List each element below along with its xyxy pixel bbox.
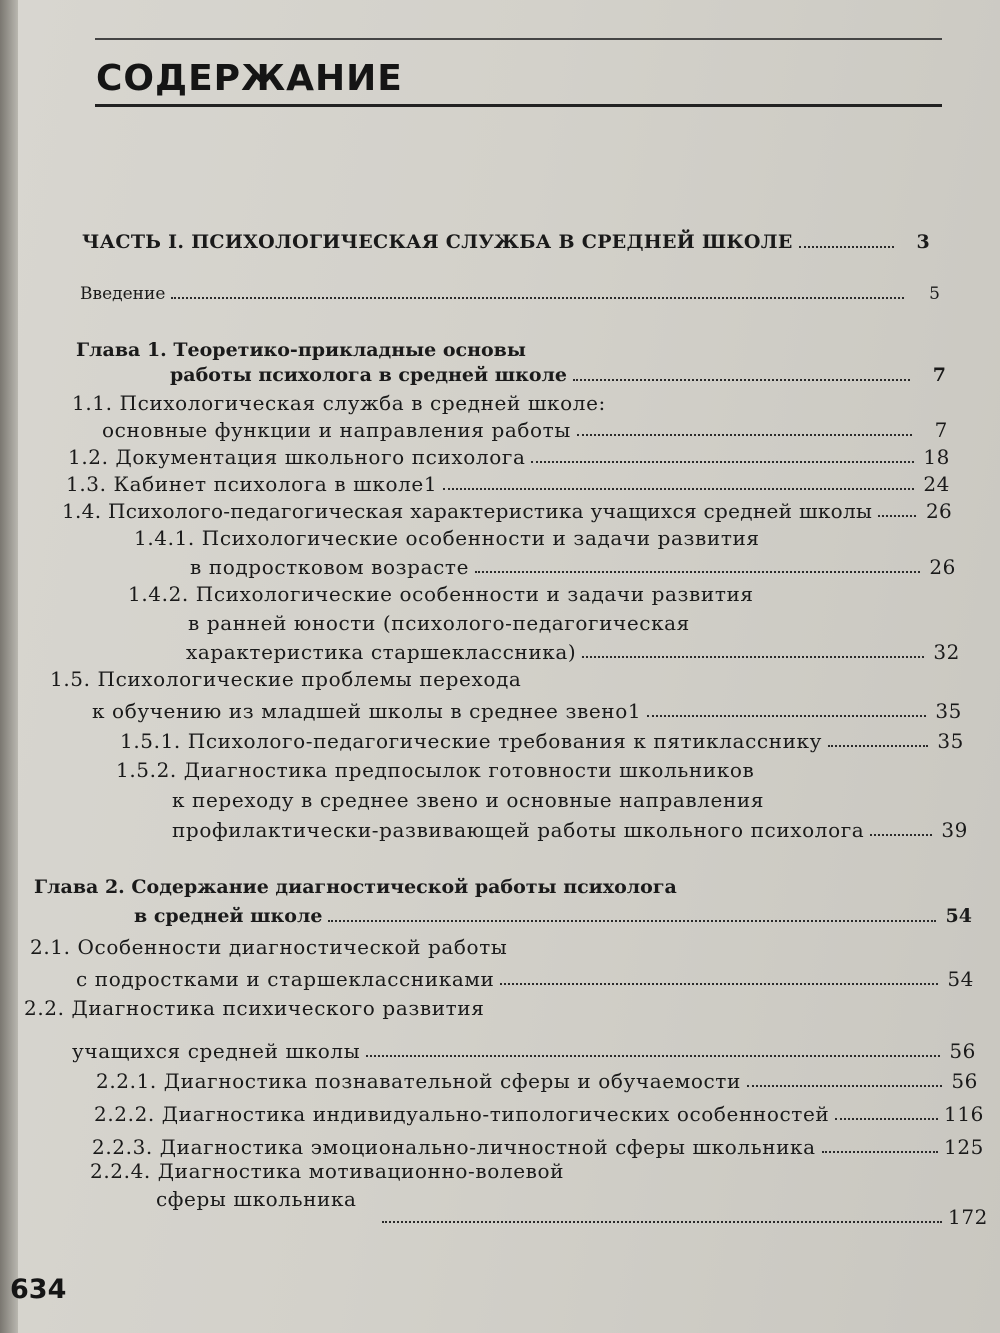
- dot-leader: [500, 983, 938, 985]
- toc-entry-2-2-4-line2: сферы школьника: [156, 1187, 357, 1211]
- toc-entry-1-5-1: [120, 730, 964, 753]
- toc-entry-1-1: [102, 419, 948, 442]
- dot-leader: [870, 834, 932, 836]
- toc-entry-1-5-line1: 1.5. Психологические проблемы перехода: [50, 667, 522, 691]
- toc-entry-2-2-4: [376, 1206, 988, 1229]
- toc-entry-2-2-1: [96, 1070, 978, 1093]
- dot-leader: [328, 920, 936, 922]
- toc-entry-1-5-2: [172, 819, 968, 842]
- toc-entry-1-1-line1: 1.1. Психологическая служба в средней школе:: [72, 391, 606, 415]
- toc-entry-text: 2.2.1. Диагностика познавательной сферы и обучаемости: [96, 1069, 741, 1093]
- dot-leader: [828, 745, 928, 747]
- toc-entry-text: 1.4. Психолого-педагогическая характеристика учащихся средней школы: [62, 499, 873, 523]
- toc-entry-1-4: [62, 500, 952, 523]
- toc-entry-2-2-3: [92, 1136, 984, 1159]
- dot-leader: [573, 379, 910, 381]
- toc-page-number: 7: [932, 364, 946, 386]
- toc-entry-1-2: [68, 446, 950, 469]
- toc-page-number: 125: [944, 1135, 984, 1159]
- toc-entry-1-4-1: [190, 556, 956, 579]
- toc-entry-2-2-4-line1: 2.2.4. Диагностика мотивационно-волевой: [90, 1159, 565, 1183]
- toc-page-number: 24: [923, 472, 950, 496]
- toc-page-number: 32: [933, 640, 960, 664]
- dot-leader: [531, 461, 914, 463]
- toc-entry-2-1-line1: 2.1. Особенности диагностической работы: [30, 935, 508, 959]
- toc-entry-text: основные функции и направления работы: [102, 418, 571, 442]
- toc-page-number: 35: [935, 699, 962, 723]
- dot-leader: [475, 571, 920, 573]
- dot-leader: [171, 297, 904, 299]
- toc-entry-text: в подростковом возрасте: [190, 555, 470, 579]
- toc-page-number: 7: [934, 418, 948, 442]
- toc-entry-1-4-2-line1: 1.4.2. Психологические особенности и задачи развития: [128, 582, 754, 606]
- toc-entry-text: профилактически-развивающей работы школьного психолога: [172, 818, 865, 842]
- toc-entry-text: 1.3. Кабинет психолога в школе1: [66, 472, 438, 496]
- toc-page-number: 35: [937, 729, 964, 753]
- toc-entry-1-4-2: [186, 641, 960, 664]
- dot-leader: [366, 1055, 940, 1057]
- toc-page-number: 39: [941, 818, 968, 842]
- toc-entry-text: к обучению из младшей школы в среднее звено1: [92, 699, 642, 723]
- toc-entry-1-5-2-line1: 1.5.2. Диагностика предпосылок готовности школьников: [116, 758, 755, 782]
- toc-entry-ch1: [170, 365, 946, 387]
- toc-entry-1-4-1-line1: 1.4.1. Психологические особенности и задачи развития: [134, 526, 760, 550]
- dot-leader: [443, 488, 914, 490]
- toc-entry-intro: [80, 285, 940, 305]
- toc-page-number: 26: [925, 499, 952, 523]
- page-title: СОДЕРЖАНИЕ: [96, 58, 403, 99]
- toc-page-number: 54: [945, 905, 972, 927]
- toc-page-number: 116: [944, 1102, 984, 1126]
- toc-page-number: 5: [929, 284, 940, 304]
- toc-page-number: 18: [923, 445, 950, 469]
- toc-entry-text: характеристика старшеклассника): [186, 640, 577, 664]
- dot-leader: [582, 656, 924, 658]
- toc-entry-1-3: [66, 473, 950, 496]
- toc-page-number: 172: [948, 1205, 988, 1229]
- toc-entry-2-2-line1: 2.2. Диагностика психического развития: [24, 996, 485, 1020]
- dot-leader: [382, 1221, 942, 1223]
- toc-entry-1-5-2-line2: к переходу в среднее звено и основные направления: [172, 788, 765, 812]
- dot-leader: [835, 1118, 938, 1120]
- toc-entry-part1: [82, 232, 930, 254]
- toc-entry-text: 1.2. Документация школьного психолога: [68, 445, 526, 469]
- toc-entry-2-1: [76, 968, 974, 991]
- toc-entry-text: 2.2.3. Диагностика эмоционально-личностной сферы школьника: [92, 1135, 816, 1159]
- toc-entry-2-2: [72, 1040, 976, 1063]
- toc-entry-text: в средней школе: [134, 905, 323, 927]
- toc-entry-text: учащихся средней школы: [72, 1039, 361, 1063]
- toc-entry-text: с подростками и старшеклассниками: [76, 967, 495, 991]
- dot-leader: [747, 1085, 942, 1087]
- dot-leader: [799, 246, 894, 248]
- toc-page-number: 54: [947, 967, 974, 991]
- toc-page-number: 3: [916, 231, 930, 253]
- toc-entry-1-4-2-line2: в ранней юности (психолого-педагогическая: [188, 611, 690, 635]
- dot-leader: [647, 715, 926, 717]
- toc-entry-text: работы психолога в средней школе: [170, 364, 568, 386]
- dot-leader: [878, 515, 916, 517]
- toc-entry-1-5: [92, 700, 962, 723]
- dot-leader: [577, 434, 912, 436]
- dot-leader: [822, 1151, 938, 1153]
- toc-entry-text: Введение: [80, 284, 166, 304]
- toc-entry-text: 2.2.2. Диагностика индивидуально-типологических особенностей: [94, 1102, 830, 1126]
- toc-page-number: 56: [949, 1039, 976, 1063]
- toc-entry-ch1-line1: Глава 1. Теоретико-прикладные основы: [76, 339, 526, 361]
- toc-entry-ch2: [134, 906, 972, 928]
- toc-entry-text: ЧАСТЬ I. ПСИХОЛОГИЧЕСКАЯ СЛУЖБА В СРЕДНЕЙ ШКОЛЕ: [82, 231, 793, 253]
- toc-page-number: 26: [929, 555, 956, 579]
- toc-entry-ch2-line1: Глава 2. Содержание диагностической работы психолога: [34, 876, 677, 898]
- toc-entry-2-2-2: [94, 1103, 984, 1126]
- toc-entry-text: 1.5.1. Психолого-педагогические требования к пятикласснику: [120, 729, 822, 753]
- page-number: 634: [10, 1274, 67, 1305]
- toc-page-number: 56: [951, 1069, 978, 1093]
